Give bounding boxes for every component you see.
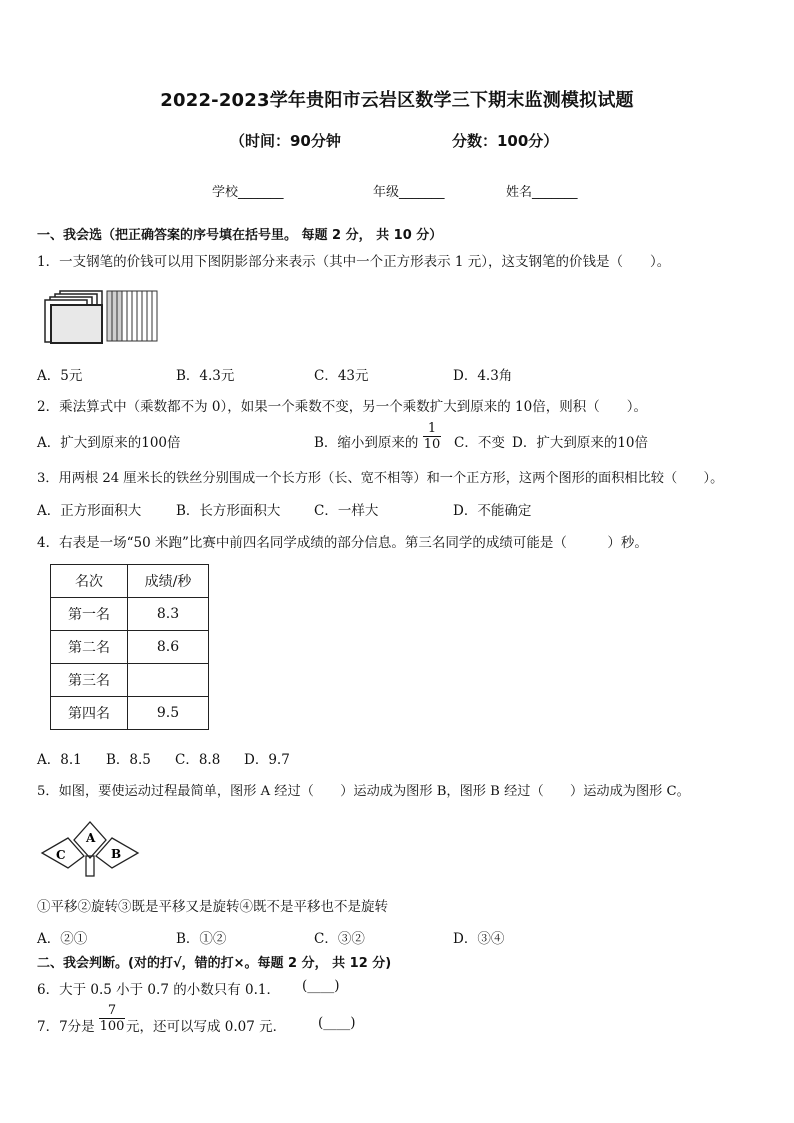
question-6: 6．大于 0.5 小于 0.7 的小数只有 0.1．: [37, 982, 280, 998]
q5-option-c: C．③②: [314, 931, 365, 947]
q3-option-d: D．不能确定: [453, 503, 532, 519]
table-cell: 8.6: [128, 631, 209, 664]
page-title: 2022-2023学年贵阳市云岩区数学三下期末监测模拟试题: [160, 90, 634, 111]
table-cell: 第四名: [51, 697, 128, 730]
q3-option-c: C．一样大: [314, 503, 379, 519]
table-row: [51, 631, 209, 664]
table-cell: 第三名: [51, 664, 128, 697]
question-7-suffix: 元，还可以写成 0.07 元．: [126, 1019, 287, 1035]
section-2-heading: 二、我会判断。(对的打√，错的打×。每题 2 分， 共 12 分): [37, 956, 392, 971]
q6-answer-blank[interactable]: (____): [302, 978, 340, 994]
fraction-denominator: 100: [99, 1019, 125, 1034]
q2-option-c: C．不变: [454, 435, 505, 451]
q1-option-a: A．5元: [37, 368, 83, 384]
school-field: 学校_______: [212, 185, 284, 200]
q2-option-a: A．扩大到原来的100倍: [37, 435, 181, 451]
stacked-squares-icon: [45, 291, 102, 343]
q5-option-a: A．②①: [37, 931, 88, 947]
q5-option-b: B．①②: [176, 931, 227, 947]
section-1-heading: 一、我会选（把正确答案的序号填在括号里。 每题 2 分， 共 10 分）: [37, 228, 443, 243]
table-header-cell: 成绩/秒: [128, 565, 209, 598]
q2-fraction: [423, 421, 441, 452]
exam-score: 分数：100分）: [452, 132, 559, 150]
q4-option-d: D．9.7: [244, 752, 290, 768]
stem-rect-icon: [86, 856, 94, 876]
label-b: B: [111, 847, 122, 861]
table-cell: [128, 664, 209, 697]
label-c: C: [56, 848, 66, 862]
question-3: 3．用两根 24 厘米长的铁丝分别围成一个长方形（长、宽不相等）和一个正方形，这两个图形的面积相比较（ ）。: [37, 471, 724, 486]
table-cell: 第二名: [51, 631, 128, 664]
table-row: [51, 598, 209, 631]
question-5: 5．如图，要使运动过程最简单，图形 A 经过（ ）运动成为图形 B，图形 B 经过（ ）运动成为图形 C。: [37, 784, 690, 799]
q1-option-d: D．4.3角: [453, 368, 513, 384]
q5-choices: ①平移②旋转③既是平移又是旋转④既不是平移也不是旋转: [37, 899, 388, 915]
scores-table: [50, 564, 209, 730]
q5-figure: [40, 818, 142, 880]
table-cell: 8.3: [128, 598, 209, 631]
q1-figure: [42, 288, 167, 346]
q2-option-b: B．缩小到原来的: [314, 435, 419, 451]
fraction-denominator: 10: [423, 437, 441, 452]
table-header-cell: 名次: [51, 565, 128, 598]
fraction-numerator: 7: [107, 1003, 117, 1018]
q4-option-c: C．8.8: [175, 752, 221, 768]
grade-field: 年级_______: [373, 185, 445, 200]
q4-option-b: B．8.5: [106, 752, 151, 768]
table-header-row: [51, 565, 209, 598]
label-a: A: [86, 831, 96, 845]
question-2: 2．乘法算式中（乘数都不为 0），如果一个乘数不变，另一个乘数扩大到原来的 10倍，则积（ ）。: [37, 399, 647, 415]
question-4: 4．右表是一场“50 米跑”比赛中前四名同学成绩的部分信息。第三名同学的成绩可能是（ ）秒。: [37, 535, 648, 551]
q7-answer-blank[interactable]: (____): [318, 1015, 356, 1031]
question-7-prefix: 7．7分是: [37, 1019, 95, 1035]
q1-option-c: C．43元: [314, 368, 369, 384]
q4-option-a: A．8.1: [37, 752, 82, 768]
q2-option-d: D．扩大到原来的10倍: [512, 435, 649, 451]
q7-fraction: [99, 1003, 125, 1034]
q1-option-b: B．4.3元: [176, 368, 235, 384]
tenth-strips-icon: [107, 291, 157, 341]
q3-option-a: A．正方形面积大: [37, 503, 142, 519]
table-row: [51, 697, 209, 730]
table-row: [51, 664, 209, 697]
fraction-numerator: 1: [427, 421, 437, 436]
question-1: 1．一支钢笔的价钱可以用下图阴影部分来表示（其中一个正方形表示 1 元），这支钢笔的价钱是（ ）。: [37, 254, 671, 270]
exam-time: （时间：90分钟: [230, 132, 341, 150]
table-cell: 第一名: [51, 598, 128, 631]
q3-option-b: B．长方形面积大: [176, 503, 281, 519]
q5-option-d: D．③④: [453, 931, 505, 947]
table-cell: 9.5: [128, 697, 209, 730]
name-field: 姓名_______: [506, 185, 578, 200]
